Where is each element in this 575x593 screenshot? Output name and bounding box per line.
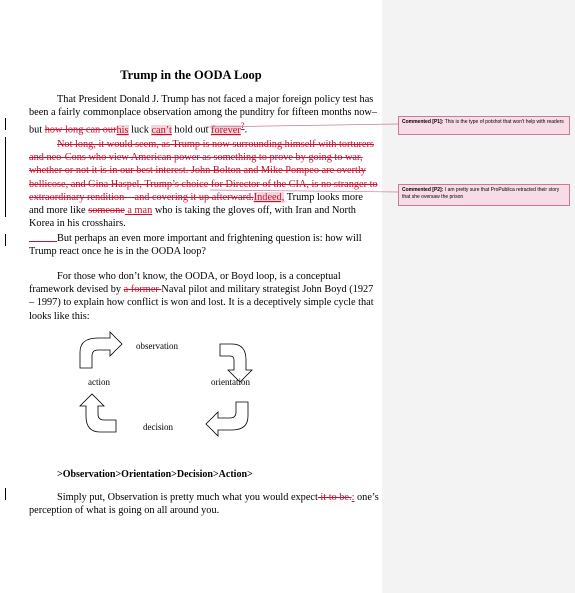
inserted-text: Indeed, — [253, 191, 285, 203]
text: Simply put, Observation is pretty much what you would expect — [57, 492, 318, 503]
inserted-text: can’t — [151, 124, 172, 136]
text: For those who don’t know, the OODA, or Boyd loop, is a conceptual framework devised by — [29, 271, 341, 296]
comment-label: Commented [P1]: — [402, 119, 444, 125]
label-observation: observation — [136, 341, 178, 351]
text: . — [244, 124, 248, 136]
deleted-text: a former — [123, 284, 162, 296]
text: But perhaps an even more important and frightening question is: how will Trump react once he is in the OODA loop? — [29, 233, 362, 258]
deleted-text: it to be. — [317, 492, 352, 503]
comment-text: I am pretty sure that ProPublica retracted their story that she oversaw the prison — [402, 187, 560, 200]
text: one’s perception of what is going on all around you. — [29, 492, 379, 517]
text: Naval pilot and military strategist John Boyd (1927 – 1997) to explain how conflict is won and lost. It is a deceptively simple cycle that looks like this: — [29, 284, 374, 322]
deleted-text: someone — [88, 205, 125, 217]
inserted-text: a man — [124, 205, 153, 217]
inserted-text: : — [351, 492, 355, 503]
text: hold out — [171, 124, 212, 136]
deleted-text: how long can our — [44, 124, 117, 136]
inserted-text: ? — [240, 120, 245, 131]
text: That President Donald J. Trump has not faced a major foreign policy test has been a fairly commonplace observation among the punditry for fifteen months now– but — [29, 94, 377, 136]
inserted-text: his — [116, 124, 129, 136]
inserted-text: forever — [211, 124, 241, 136]
document-title: Trump in the OODA Loop — [120, 68, 262, 82]
text: Trump looks more and more like — [29, 191, 363, 217]
label-orientation: orientation — [211, 377, 250, 387]
label-decision: decision — [143, 422, 173, 432]
ooda-heading: >Observation>Orientation>Decision>Action> — [57, 469, 253, 480]
text: luck — [128, 124, 152, 136]
text: who is taking the gloves off, with Iran and North Korea in his crosshairs. — [29, 205, 356, 230]
label-action: action — [88, 377, 110, 387]
comment-text: This is the type of potshot that won't help with readers — [443, 119, 564, 125]
comment-1[interactable] — [398, 116, 570, 135]
deleted-text: Not long, it would seem, as Trump is now surrounding himself with torturers and neo-Cons who view American power as something to prove by going to war, whether or not it is in our best interest. John Bolton and Mike Pompeo are overtly bellicose, and Gina Haspel, Trump’s choice for Director of the CIA, is no stranger to extraordinary rendition – and covering it up afterward. — [29, 139, 378, 203]
comment-2[interactable] — [398, 184, 570, 206]
comment-label: Commented [P2]: — [402, 187, 444, 193]
